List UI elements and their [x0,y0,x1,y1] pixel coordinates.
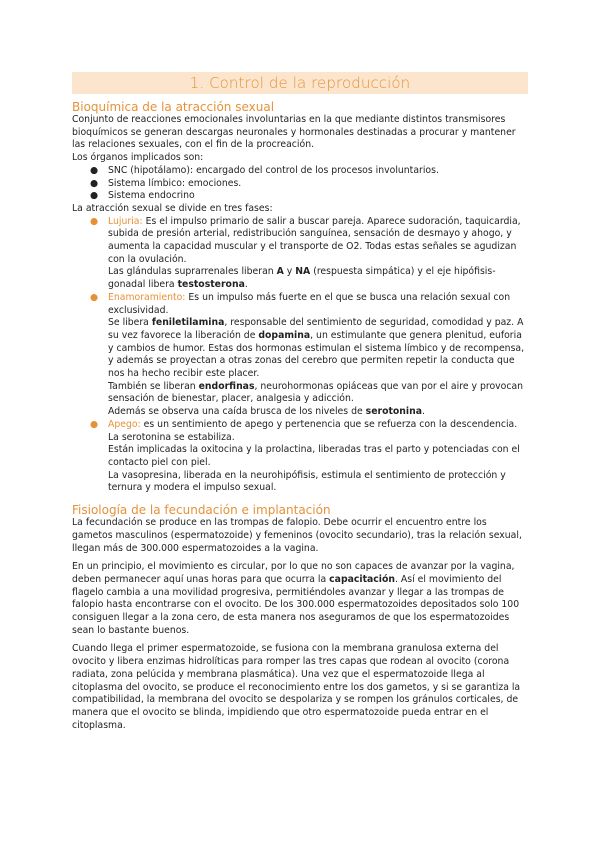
fecundacion-paragraph-3: Cuando llega el primer espermatozoide, se fusiona con la membrana granulosa externa del ovocito y libera enzimas hidrolíticas para romper las tres capas que rodean al ovocito (corona radiata, zona pelúcida y membrana plasmática). Una vez que el espermatozoide llega al citoplasma del ovocito, se produce el reconocimiento entre los dos gametos, y si se garantiza la compatibilidad, la membrana del ovocito se despolariza y se rompen los gránulos corticales, de manera que el ovocito se blinda, impidiendo que otro espermatozoide pueda entrar en el citoplasma. [72,643,521,731]
fecundacion-paragraph-1: La fecundación se produce en las trompas de falopio. Debe ocurrir el encuentro entre los gametos masculinos (espermatozoide) y femeninos (ovocito secundario), tras la relación sexual, llegan más de 300.000 espermatozoides a la vagina. [72,517,522,554]
apego-p3: Están implicadas la oxitocina y la prolactina, liberadas tras el parto y potenciadas con el contacto piel con piel. [108,444,520,468]
bullet-icon: ● [90,164,99,176]
term-enamoramiento: Enamoramiento: [108,291,186,303]
apego-p2: La serotonina se estabiliza. [108,431,235,443]
phases-intro: La atracción sexual se divide en tres fases: [72,202,273,214]
enamoramiento-p2: Se libera feniletilamina, responsable del sentimiento de seguridad, comodidad y paz. A su vez favorece la liberación de dopamina, un estimulante que genera plenitud, euforia y cambios de humor. Estas dos hormonas estimulan el sistema límbico y de recompensa, y además se proyectan a otras zonas del cerebro que permiten repetir la conducta que nos ha hecho recibir este placer. [108,317,525,380]
bullet-icon: ● [90,291,99,303]
phase-enamoramiento: ● Enamoramiento: Es un impulso más fuerte en el que se busca una relación sexual con exclusividad. Se libera feniletilamina, responsable del sentimiento de seguridad, comodidad y paz. A su vez favorece la liberación de dopamina, un estimulante que genera plenitud, euforia y cambios de humor. Estas dos hormonas estimulan el sistema límbico y de recompensa, y además se proyectan a otras zonas del cerebro que permiten repetir la conducta que nos ha hecho recibir este placer. También se liberan endorfinas, neurohormonas opiáceas que van por el aire y provocan sensación de bienestar, placer, analgesia y adicción. Además se observa una caída brusca de los niveles de serotonina. [90,292,528,419]
list-item: ● Sistema endocrino [90,190,195,202]
term-lujuria: Lujuria: [108,215,143,227]
list-item: ● SNC (hipotálamo): encargado del control de los procesos involuntarios. [90,164,439,176]
page-title: 1. Control de la reproducción [72,72,528,94]
document-page [72,72,528,732]
bullet-icon: ● [90,418,99,430]
fecundacion-paragraph-2: En un principio, el movimiento es circular, por lo que no son capaces de avanzar por la vagina, deben permanecer aquí unas horas para que ocurra la capacitación. Así el movimiento del flagelo cambia a una movilidad progresiva, permitiéndoles avanzar y llegar a las trompas de falopio hasta encontrarse con el ovocito. De los 300.000 espermatozoides depositados solo 100 consiguen llegar a la zona cero, de esta manera nos aseguramos de que los espermatozoides sean lo bastante buenos. [72,561,520,636]
enamoramiento-p4: Además se observa una caída brusca de los niveles de serotonina. [108,406,425,418]
phases-list [72,216,528,495]
bullet-icon: ● [90,177,99,189]
section-heading-fisiologia: Fisiología de la fecundación e implantación [72,503,331,518]
intro-paragraph: Conjunto de reacciones emocionales involuntarias en la que mediante distintos transmisores bioquímicos se generan descargas neuronales y hormonales destinadas a procurar y mantener las relaciones sexuales, con el fin de la procreación. [72,114,516,151]
phase-lujuria: ● Lujuria: Es el impulso primario de salir a buscar pareja. Aparece sudoración, taquicardia, subida de presión arterial, redistribución sanguínea, sensación de desmayo y ahogo, y aumenta la capacidad muscular y el transporte de O2. Todas estas señales se agudizan con la ovulación. Las glándulas suprarrenales liberan A y NA (respuesta simpática) y el eje hipófisis-gonadal libera testosterona. [90,216,528,292]
apego-p4: La vasopresina, liberada en la neurohipófisis, estimula el sentimiento de protección y ternura y modera el impulso sexual. [108,469,506,494]
enamoramiento-p3: También se liberan endorfinas, neurohormonas opiáceas que van por el aire y provocan sensación de bienestar, placer, analgesia y adicción. [108,380,524,405]
phase-apego: ● Apego: es un sentimiento de apego y pertenencia que se refuerza con la descendencia. La serotonina se estabiliza. Están implicadas la oxitocina y la prolactina, liberadas tras el parto y potenciadas con el contacto piel con piel. La vasopresina, liberada en la neurohipófisis, estimula el sentimiento de protección y ternura y modera el impulso sexual. [90,419,528,495]
list-item: ● Sistema límbico: emociones. [90,177,242,189]
bullet-icon: ● [90,190,99,202]
term-apego: Apego: [108,418,141,430]
lujuria-hormones: Las glándulas suprarrenales liberan A y NA (respuesta simpática) y el eje hipófisis-gonadal libera testosterona. [108,266,496,291]
organs-intro: Los órganos implicados son: [72,152,204,164]
bullet-icon: ● [90,215,99,227]
organs-list [72,165,528,203]
section-heading-bioquimica: Bioquímica de la atracción sexual [72,100,275,114]
